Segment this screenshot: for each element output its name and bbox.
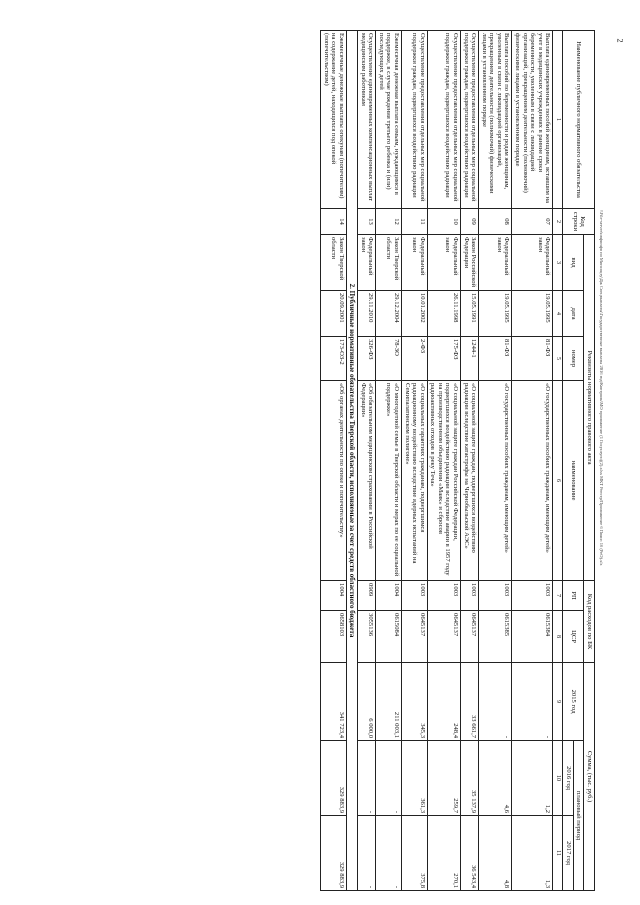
table-row (512, 31, 553, 891)
act-date-cell: 15.05.1991 (461, 291, 479, 337)
act-date-cell: 26.11.1998 (427, 291, 460, 337)
csr-code-cell: 0615084 (376, 611, 402, 663)
amount-2016-cell: 329 883,9 (321, 741, 347, 816)
act-name-cell: «О многодетной семье в Тверской области и мерах по ее социальной поддержке» (376, 381, 402, 581)
header-planned-period: плановый период (573, 741, 584, 891)
col-number: 1 (553, 31, 563, 209)
header-csr: ЦСР (563, 611, 584, 663)
rp-code-cell: 1003 (512, 581, 553, 611)
act-name-cell: «О социальной защите граждан, подвергшихся воздействию радиации вследствие катастрофы на Чернобыльской АЭС» (461, 381, 479, 581)
act-date-cell: 10.01.2002 (401, 291, 427, 337)
header-row-code: Код строки (563, 209, 595, 235)
act-type-cell: Федеральный закон (512, 235, 553, 291)
header-rp: РП (563, 581, 584, 611)
rp-code-cell: 1003 (461, 581, 479, 611)
row-code-cell: 09 (461, 209, 479, 235)
act-type-cell: Федеральный закон (401, 235, 427, 291)
act-name-cell: «О государственных пособиях гражданам, имеющим детей» (512, 381, 553, 581)
csr-code-cell: 0645137 (401, 611, 427, 663)
row-code-cell: 07 (512, 209, 553, 235)
act-date-cell: 20.09.2001 (321, 291, 347, 337)
act-name-cell: «Об обязательном медицинском страховании в Российской Федерации» (358, 381, 376, 581)
col-number: 2 (553, 209, 563, 235)
amount-2015-cell: 6 000,0 (358, 663, 376, 741)
rp-code-cell: 1003 (401, 581, 427, 611)
rp-code-cell: 1004 (376, 581, 402, 611)
row-code-cell: 10 (427, 209, 460, 235)
obligation-name-cell: Выплата пособий по беременности и родам женщинам, уволенным в связи с ликвидацией организаций, прекращением деятельности (полномочий) физическими лицами в установленном порядке (479, 31, 512, 209)
csr-code-cell: 0645137 (427, 611, 460, 663)
act-date-cell: 19.05.1995 (512, 291, 553, 337)
amount-2016-cell: 361,3 (401, 741, 427, 816)
act-type-cell: Федеральный закон (427, 235, 460, 291)
header-year-2016: 2016 год (563, 741, 574, 816)
section-2-title: 2. Публичные нормативные обязательства Тверской области, исполняемые за счет средств областного бюджета (347, 31, 358, 891)
amount-2017-cell: 36 543,4 (461, 816, 479, 891)
amount-2016-cell: - (358, 741, 376, 816)
table-row (321, 31, 347, 891)
csr-code-cell: 3055136 (358, 611, 376, 663)
act-date-cell: 29.12.2004 (376, 291, 402, 337)
table-row (461, 31, 479, 891)
amount-2015-cell: 211 003,1 (376, 663, 402, 741)
amount-2017-cell: 375,8 (401, 816, 427, 891)
act-type-cell: Федеральный закон (479, 235, 512, 291)
act-type-cell: Закон Тверской области (321, 235, 347, 291)
rp-code-cell: 0909 (358, 581, 376, 611)
obligation-name-cell: Осуществление предоставления отдельных мер социальной поддержки граждан, подвергшихся воздействию радиации (461, 31, 479, 209)
amount-2016-cell: 4,6 (479, 741, 512, 816)
col-number: 4 (553, 291, 563, 337)
table-row (358, 31, 376, 891)
row-code-cell: 14 (321, 209, 347, 235)
act-number-cell: 1244-1 (461, 337, 479, 381)
csr-code-cell: 0615385 (479, 611, 512, 663)
amount-2017-cell: 1,3 (512, 816, 553, 891)
row-code-cell: 11 (401, 209, 427, 235)
act-name-cell: «Об органах деятельности по опеке и попечительству» (321, 381, 347, 581)
amount-2017-cell: 329 883,9 (321, 816, 347, 891)
file-path-footer: \\File-server\инфинфо по Минсоцзу\Дж Спецвыплаты\Государственные выплаты 2016 год\Контроль\МО приложение (1 Госуслуги)(2).xlsx МКТ Реестр/Приложение 6 Поясн 16 (РеО).xls (599, 210, 604, 566)
act-number-cell: 326-ФЗ (358, 337, 376, 381)
act-number-cell: 81-ФЗ (479, 337, 512, 381)
obligation-name-cell: Ежемесячная денежная выплата семьям, нуждающимся в поддержке, в случае рождения третьего ребенка и (или) последующих детей (376, 31, 402, 209)
col-number: 9 (553, 663, 563, 741)
row-code-cell: 12 (376, 209, 402, 235)
act-type-cell: Закон Тверской области (376, 235, 402, 291)
row-code-cell: 08 (479, 209, 512, 235)
table-row (427, 31, 460, 891)
obligation-name-cell: Осуществление предоставления отдельных мер социальной поддержки граждан, подвергшихся воздействию радиации (427, 31, 460, 209)
amount-2016-cell: - (376, 741, 402, 816)
amount-2016-cell: 259,7 (427, 741, 460, 816)
act-number-cell: 78-ЗО (376, 337, 402, 381)
obligation-name-cell: Ежемесячные денежные выплаты опекунам (попечителям) на содержание детей, находящихся под опекой (попечительством) (321, 31, 347, 209)
csr-code-cell: 0615384 (512, 611, 553, 663)
csr-code-cell: 0658103 (321, 611, 347, 663)
act-number-cell: 81-ФЗ (512, 337, 553, 381)
col-number: 7 (553, 581, 563, 611)
act-type-cell: Закон Российской Федерации (461, 235, 479, 291)
act-number-cell: 173-ОЗ-2 (321, 337, 347, 381)
col-number: 3 (553, 235, 563, 291)
col-number: 11 (553, 816, 563, 891)
amount-2017-cell: - (376, 816, 402, 891)
amount-2017-cell: 270,1 (427, 816, 460, 891)
col-number: 8 (553, 611, 563, 663)
table-row (479, 31, 512, 891)
act-number-cell: 2-ФЗ (401, 337, 427, 381)
rp-code-cell: 1003 (427, 581, 460, 611)
act-date-cell: 29.11.2010 (358, 291, 376, 337)
rp-code-cell: 1003 (479, 581, 512, 611)
amount-2015-cell: 33 661,7 (461, 663, 479, 741)
table-row (401, 31, 427, 891)
header-year-2015: 2015 год (563, 663, 584, 741)
act-name-cell: «О социальных гарантиях гражданам, подвергшимся радиационному воздействию вследствие ядерных испытаний на Семипалатинском полигоне» (401, 381, 427, 581)
header-act-details: Реквизиты нормативного правового акта (584, 235, 595, 581)
amount-2016-cell: 35 137,9 (461, 741, 479, 816)
amount-2015-cell: 341 723,4 (321, 663, 347, 741)
header-year-2017: 2017 год (563, 816, 574, 891)
amount-2016-cell: 1,2 (512, 741, 553, 816)
header-act-number: номер (563, 337, 584, 381)
obligation-name-cell: Осуществление предоставления отдельных мер социальной поддержки граждан, подвергшихся воздействию радиации (401, 31, 427, 209)
amount-2015-cell: - (512, 663, 553, 741)
amount-2017-cell: - (358, 816, 376, 891)
header-act-type: вид (563, 235, 584, 291)
obligation-name-cell: Выплата единовременных пособий женщинам, вставшим на учет в медицинских учреждениях в ранние сроки беременности, уволенным в связи с ликвидацией организаций, прекращением деятельности (полномочий) физическими лицами в установленном порядке (512, 31, 553, 209)
header-act-date: дата (563, 291, 584, 337)
act-date-cell: 19.05.1995 (479, 291, 512, 337)
header-obligation-name: Наименование публичного нормативного обязательства (563, 31, 595, 209)
header-bk-code: Код расходов по БК (584, 581, 595, 663)
amount-2015-cell: 248,4 (427, 663, 460, 741)
act-number-cell: 175-ФЗ (427, 337, 460, 381)
header-act-name: наименование (563, 381, 584, 581)
act-name-cell: «О социальной защите граждан Российской Федерации, подвергшихся воздействию радиации вследствие аварии в 1957 году на производственном объединении «Маяк» и сбросов радиоактивных отходов в реку Теча» (427, 381, 460, 581)
col-number: 5 (553, 337, 563, 381)
obligation-name-cell: Осуществление единовременных компенсационных выплат медицинским работникам (358, 31, 376, 209)
amount-2015-cell: - (479, 663, 512, 741)
table-row (376, 31, 402, 891)
act-name-cell: «О государственных пособиях гражданам, имеющим детей» (479, 381, 512, 581)
page-number: 2 (615, 38, 625, 43)
amount-2017-cell: 4,8 (479, 816, 512, 891)
act-type-cell: Федеральный закон (358, 235, 376, 291)
rotated-table-container (95, 30, 595, 890)
amount-2015-cell: 345,3 (401, 663, 427, 741)
csr-code-cell: 0645137 (461, 611, 479, 663)
header-sum: Сумма, (тыс. руб.) (584, 663, 595, 891)
obligations-table (320, 30, 595, 891)
col-number: 10 (553, 741, 563, 816)
rp-code-cell: 1004 (321, 581, 347, 611)
col-number: 6 (553, 381, 563, 581)
row-code-cell: 13 (358, 209, 376, 235)
